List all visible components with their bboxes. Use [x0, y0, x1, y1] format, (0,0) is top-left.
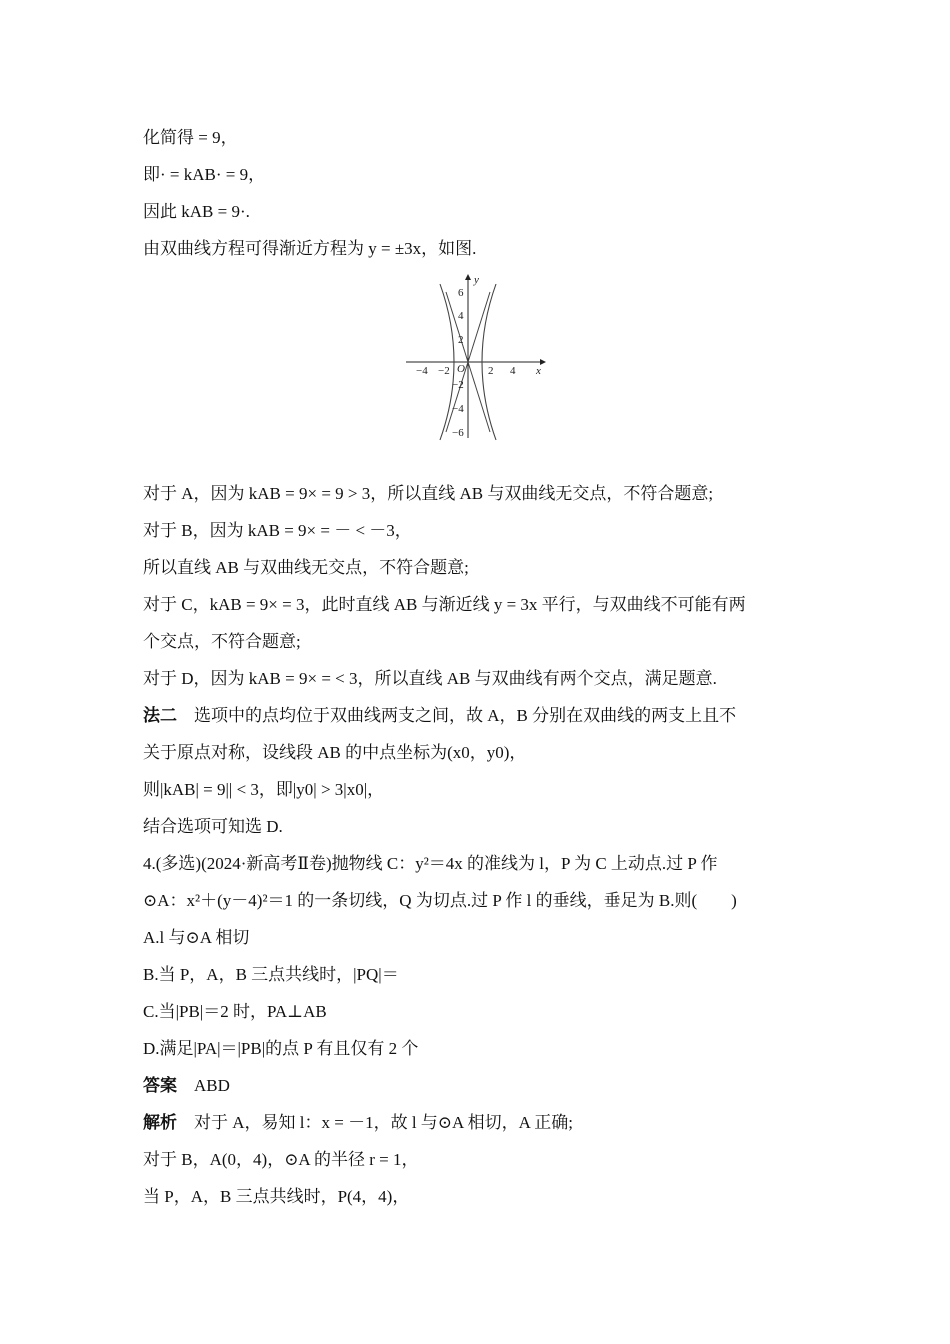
y-tick-label: 4 — [458, 310, 464, 322]
text-line: 个交点，不符合题意; — [143, 632, 301, 651]
question-line: 4.(多选)(2024·新高考Ⅱ卷)抛物线 C：y²＝4x 的准线为 l，P 为 C 上动点.过 P 作 — [143, 854, 718, 873]
text-line: 当 P，A，B 三点共线时，P(4，4)， — [143, 1187, 410, 1206]
analysis-line — [143, 1112, 573, 1134]
text-line: 结合选项可知选 D. — [143, 817, 283, 836]
y-tick-label: −4 — [452, 403, 464, 415]
x-tick-label: −4 — [416, 365, 428, 377]
text-line: 即· = kAB· = 9， — [143, 165, 266, 184]
hyperbola-figure — [400, 272, 548, 444]
option-c: C.当|PB|＝2 时，PA⊥AB — [143, 1002, 327, 1021]
x-axis-arrow — [540, 359, 546, 365]
text-line: 关于原点对称，设线段 AB 的中点坐标为(x0，y0)， — [143, 743, 527, 762]
method-two-line — [143, 705, 736, 727]
answer-value: ABD — [194, 1076, 230, 1095]
method-two-label: 法二 — [143, 706, 177, 725]
text-line: 则|kAB| = 9|| < 3，即|y0| > 3|x0|， — [143, 780, 385, 799]
text-line: 对于 B，A(0，4)，⊙A 的半径 r = 1， — [143, 1150, 419, 1169]
option-b: B.当 P，A，B 三点共线时，|PQ|＝ — [143, 965, 399, 984]
y-tick-label: −2 — [452, 379, 464, 391]
text-line: 对于 A，因为 kAB = 9× = 9 > 3，所以直线 AB 与双曲线无交点，不符合题意; — [143, 484, 714, 503]
answer-label: 答案 — [143, 1076, 177, 1095]
text-line: 对于 B，因为 kAB = 9× = － < －3， — [143, 521, 412, 540]
text-line: 由双曲线方程可得渐近方程为 y = ±3x，如图. — [143, 239, 477, 258]
text-line: 对于 C，kAB = 9× = 3，此时直线 AB 与渐近线 y = 3x 平行，与双曲线不可能有两 — [143, 595, 746, 614]
x-tick-label: −2 — [438, 365, 450, 377]
analysis-label: 解析 — [143, 1113, 177, 1132]
text-segment: 对于 A，易知 l：x = －1，故 l 与⊙A 相切，A 正确; — [194, 1113, 573, 1132]
answer-line — [143, 1075, 230, 1097]
x-tick-label: 2 — [488, 365, 494, 377]
text-line: 化简得 = 9， — [143, 128, 238, 147]
text-line: 因此 kAB = 9·. — [143, 202, 250, 221]
y-axis-label: y — [474, 274, 479, 286]
y-tick-label: 2 — [458, 334, 464, 346]
text-segment: 选项中的点均位于双曲线两支之间，故 A，B 分别在双曲线的两支上且不 — [194, 706, 737, 725]
origin-label: O — [457, 363, 465, 375]
option-d: D.满足|PA|＝|PB|的点 P 有且仅有 2 个 — [143, 1039, 419, 1058]
x-tick-label: 4 — [510, 365, 516, 377]
y-tick-label: −6 — [452, 427, 464, 439]
text-line: 所以直线 AB 与双曲线无交点，不符合题意; — [143, 558, 469, 577]
question-line: ⊙A：x²＋(y－4)²＝1 的一条切线，Q 为切点.过 P 作 l 的垂线，垂足为 B.则( ) — [143, 891, 737, 910]
y-axis-arrow — [465, 274, 471, 280]
option-a: A.l 与⊙A 相切 — [143, 928, 250, 947]
x-axis-label: x — [536, 365, 541, 377]
y-tick-label: 6 — [458, 287, 464, 299]
text-line: 对于 D，因为 kAB = 9× = < 3，所以直线 AB 与双曲线有两个交点，满足题意. — [143, 669, 717, 688]
